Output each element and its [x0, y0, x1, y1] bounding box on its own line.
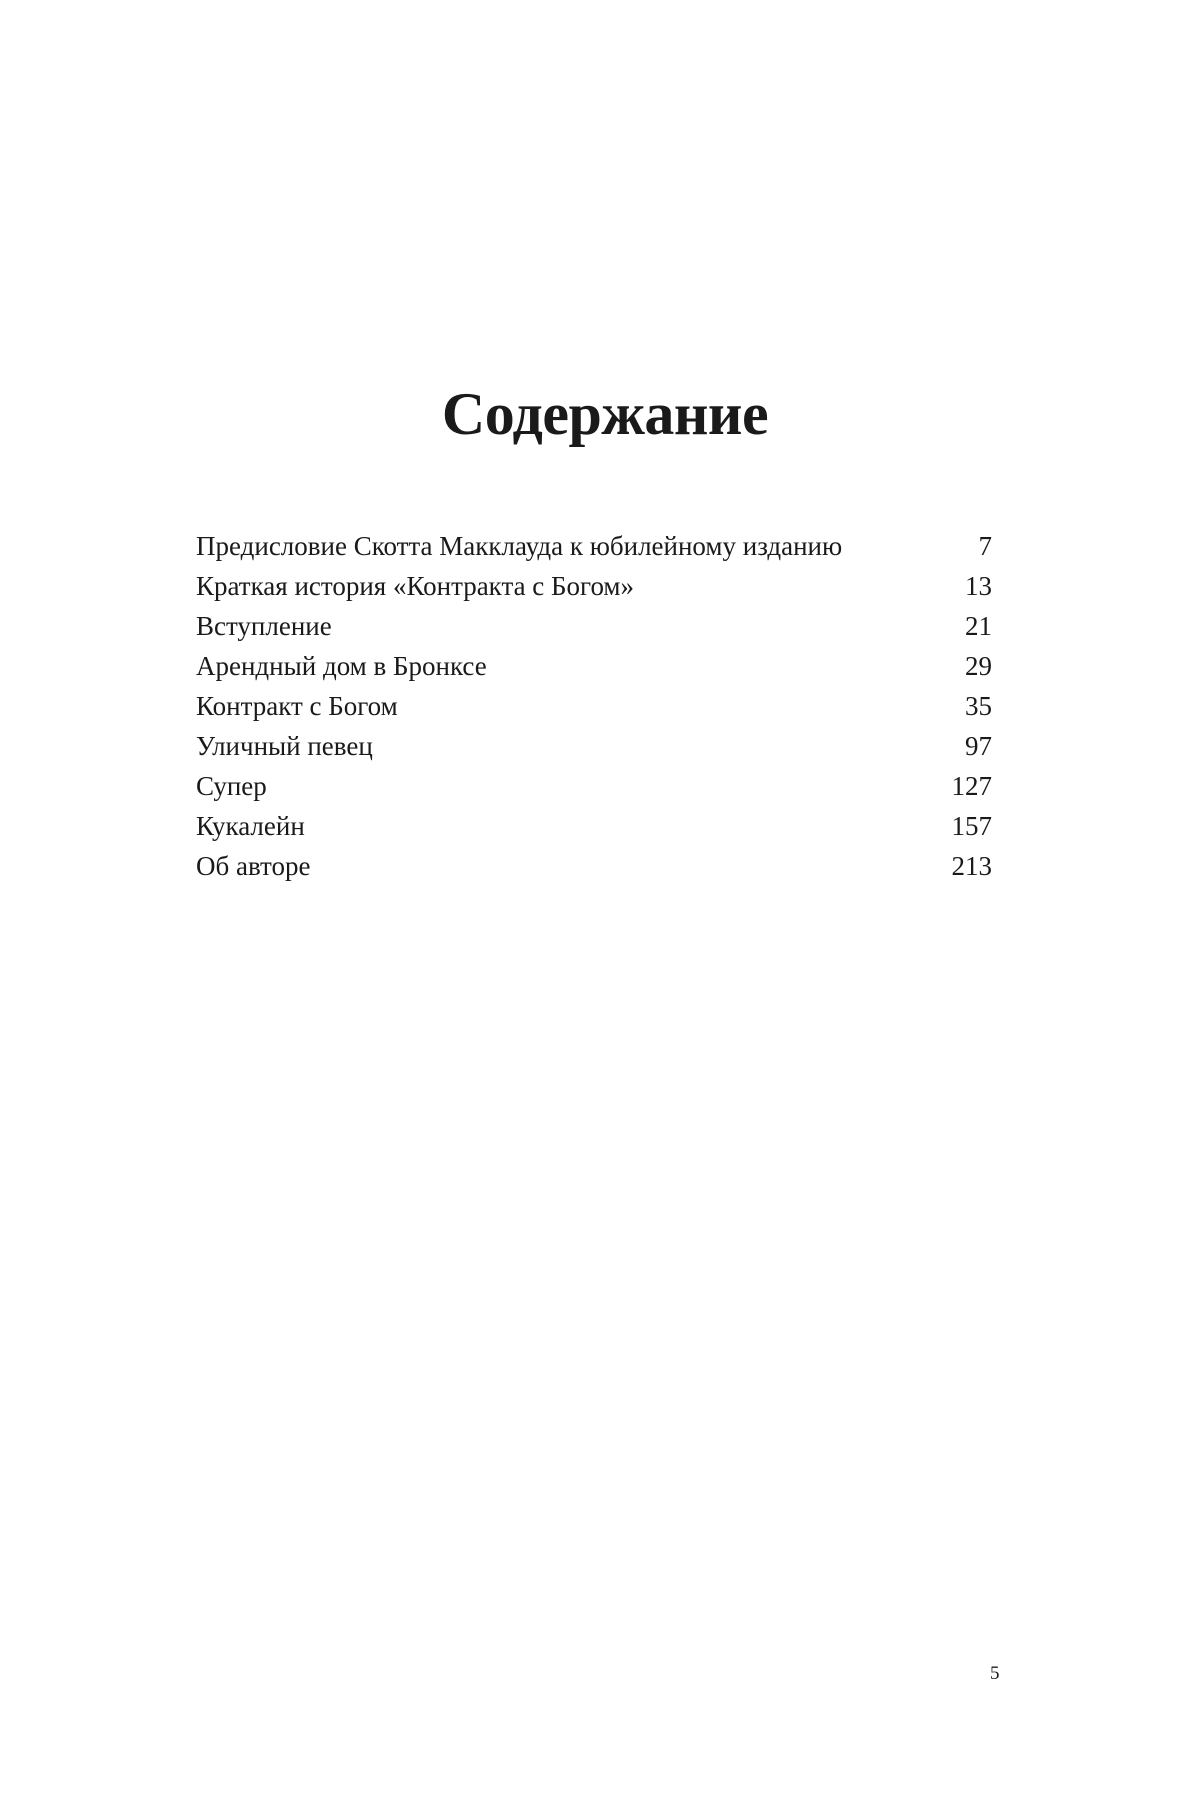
page-number: 5 — [990, 1663, 1000, 1684]
toc-entry-label: Уличный певец — [196, 731, 373, 761]
toc-entry-label: Кукалейн — [196, 811, 305, 841]
toc-entry — [196, 726, 992, 766]
toc-entry-page: 97 — [965, 731, 992, 761]
toc-entry — [196, 686, 992, 726]
toc-entry — [196, 646, 992, 686]
toc-entry — [196, 766, 992, 806]
toc-entry-page: 21 — [965, 611, 992, 641]
toc-entry — [196, 846, 992, 886]
toc-entry-label: Арендный дом в Бронксе — [196, 651, 487, 681]
toc-entry-page: 157 — [951, 811, 992, 841]
toc-entry-label: Об авторе — [196, 851, 311, 881]
toc-entry-page: 13 — [965, 571, 992, 601]
toc-entry-label: Предисловие Скотта Макклауда к юбилейному изданию — [196, 531, 843, 561]
toc-entry-label: Вступление — [196, 611, 332, 641]
toc-entry-page: 7 — [978, 531, 992, 561]
toc-entry-page: 29 — [965, 651, 992, 681]
toc-entry-label: Контракт с Богом — [196, 691, 398, 721]
toc-entry — [196, 606, 992, 646]
table-of-contents — [196, 526, 992, 886]
toc-entry-page: 127 — [951, 771, 992, 801]
toc-entry — [196, 806, 992, 846]
toc-entry-label: Краткая история «Контракта с Богом» — [196, 571, 635, 601]
toc-entry-label: Супер — [196, 771, 267, 801]
toc-entry — [196, 566, 992, 606]
toc-entry — [196, 526, 992, 566]
toc-entry-page: 35 — [965, 691, 992, 721]
page-title: Содержание — [441, 381, 769, 447]
toc-entry-page: 213 — [951, 851, 992, 881]
